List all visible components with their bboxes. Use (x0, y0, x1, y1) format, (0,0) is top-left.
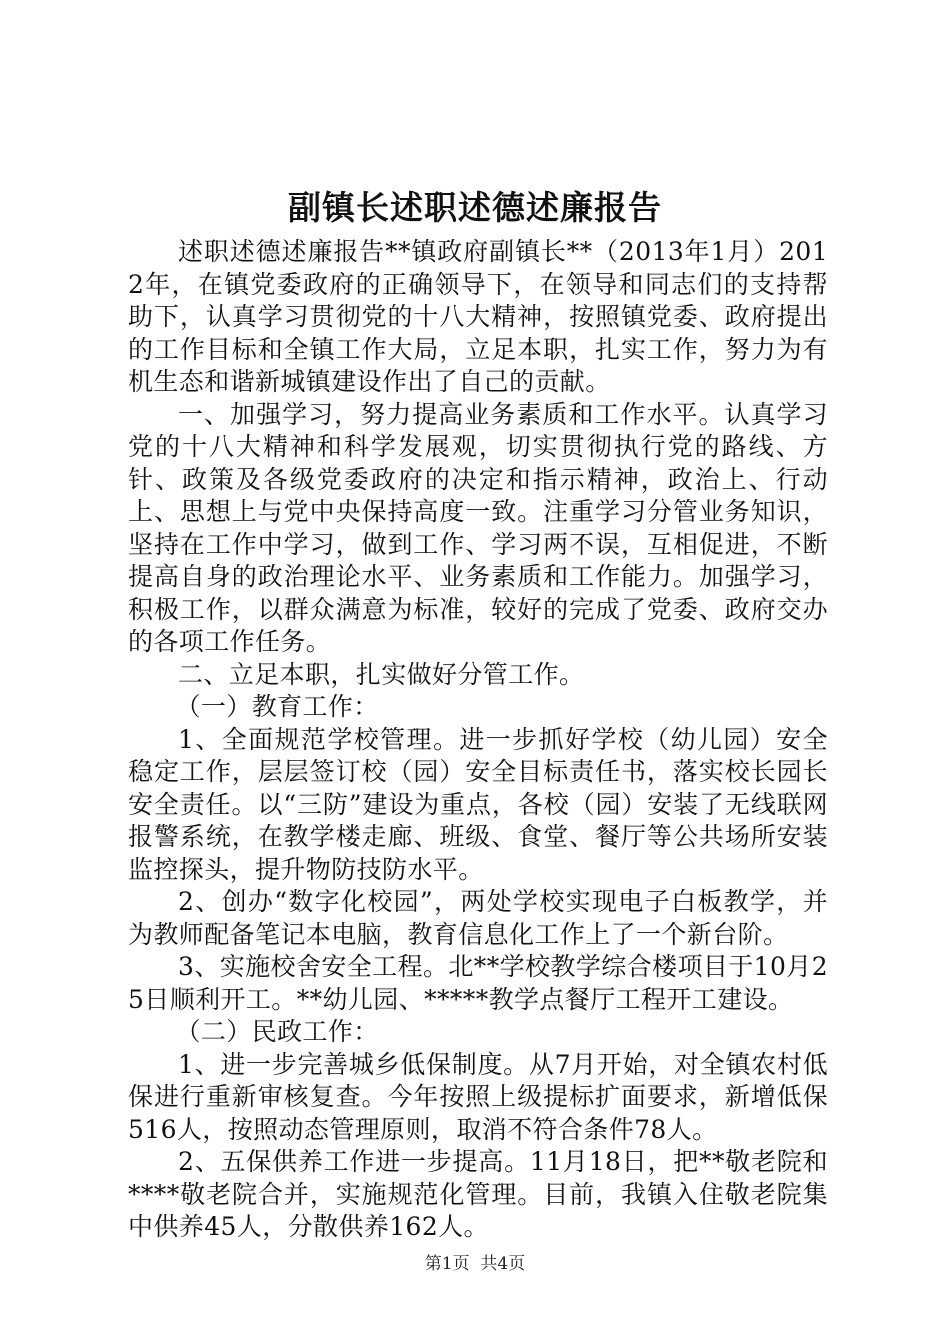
paragraph-civil-affairs-item-2: 2、五保供养工作进一步提高。11月18日，把**敬老院和****敬老院合并，实施规范化管理。目前，我镇入住敬老院集中供养45人，分散供养162人。 (128, 1147, 828, 1241)
paragraph-education-heading: （一）教育工作： (175, 692, 379, 721)
paragraph-intro: 述职述德述廉报告**镇政府副镇长**（2013年1月）2012年，在镇党委政府的正确领导下，在领导和同志们的支持帮助下，认真学习贯彻党的十八大精神，按照镇党委、政府提出的工作目标和全镇工作大局，立足本职，扎实工作，努力为有机生态和谐新城镇建设作出了自己的贡献。 (128, 237, 828, 396)
paragraph-section-1: 一、加强学习，努力提高业务素质和工作水平。认真学习党的十八大精神和科学发展观，切实贯彻执行党的路线、方针、政策及各级党委政府的决定和指示精神，政治上、行动上、思想上与党中央保持高度一致。注重学习分管业务知识，坚持在工作中学习，做到工作、学习两不误，互相促进，不断提高自身的政治理论水平、业务素质和工作能力。加强学习，积极工作，以群众满意为标准，较好的完成了党委、政府交办的各项工作任务。 (128, 399, 828, 656)
paragraph-civil-affairs-item-1: 1、进一步完善城乡低保制度。从7月开始，对全镇农村低保进行重新审核复查。今年按照上级提标扩面要求，新增低保516人，按照动态管理原则，取消不符合条件78人。 (128, 1049, 828, 1144)
paragraph-education-item-1: 1、全面规范学校管理。进一步抓好学校（幼儿园）安全稳定工作，层层签订校（园）安全目标责任书，落实校长园长安全责任。以“三防”建设为重点，各校（园）安装了无线联网报警系统，在教学楼走廊、班级、食堂、餐厅等公共场所安装监控探头，提升物防技防水平。 (128, 724, 828, 884)
paragraph-education-item-3: 3、实施校舍安全工程。北**学校教学综合楼项目于10月25日顺利开工。**幼儿园、*****教学点餐厅工程开工建设。 (128, 952, 828, 1014)
page-total: 共4页 (480, 1254, 526, 1274)
document-body (128, 236, 828, 1244)
paragraph-civil-affairs-heading: （二）民政工作： (175, 1017, 379, 1046)
page-footer (0, 1252, 950, 1276)
document-title: 副镇长述职述德述廉报告 (288, 188, 662, 227)
paragraph-section-2-heading: 二、立足本职，扎实做好分管工作。 (178, 659, 585, 689)
page-number: 第1页 (424, 1254, 470, 1274)
paragraph-education-item-2: 2、创办“数字化校园”，两处学校实现电子白板教学，并为教师配备笔记本电脑，教育信息化工作上了一个新台阶。 (128, 887, 828, 949)
